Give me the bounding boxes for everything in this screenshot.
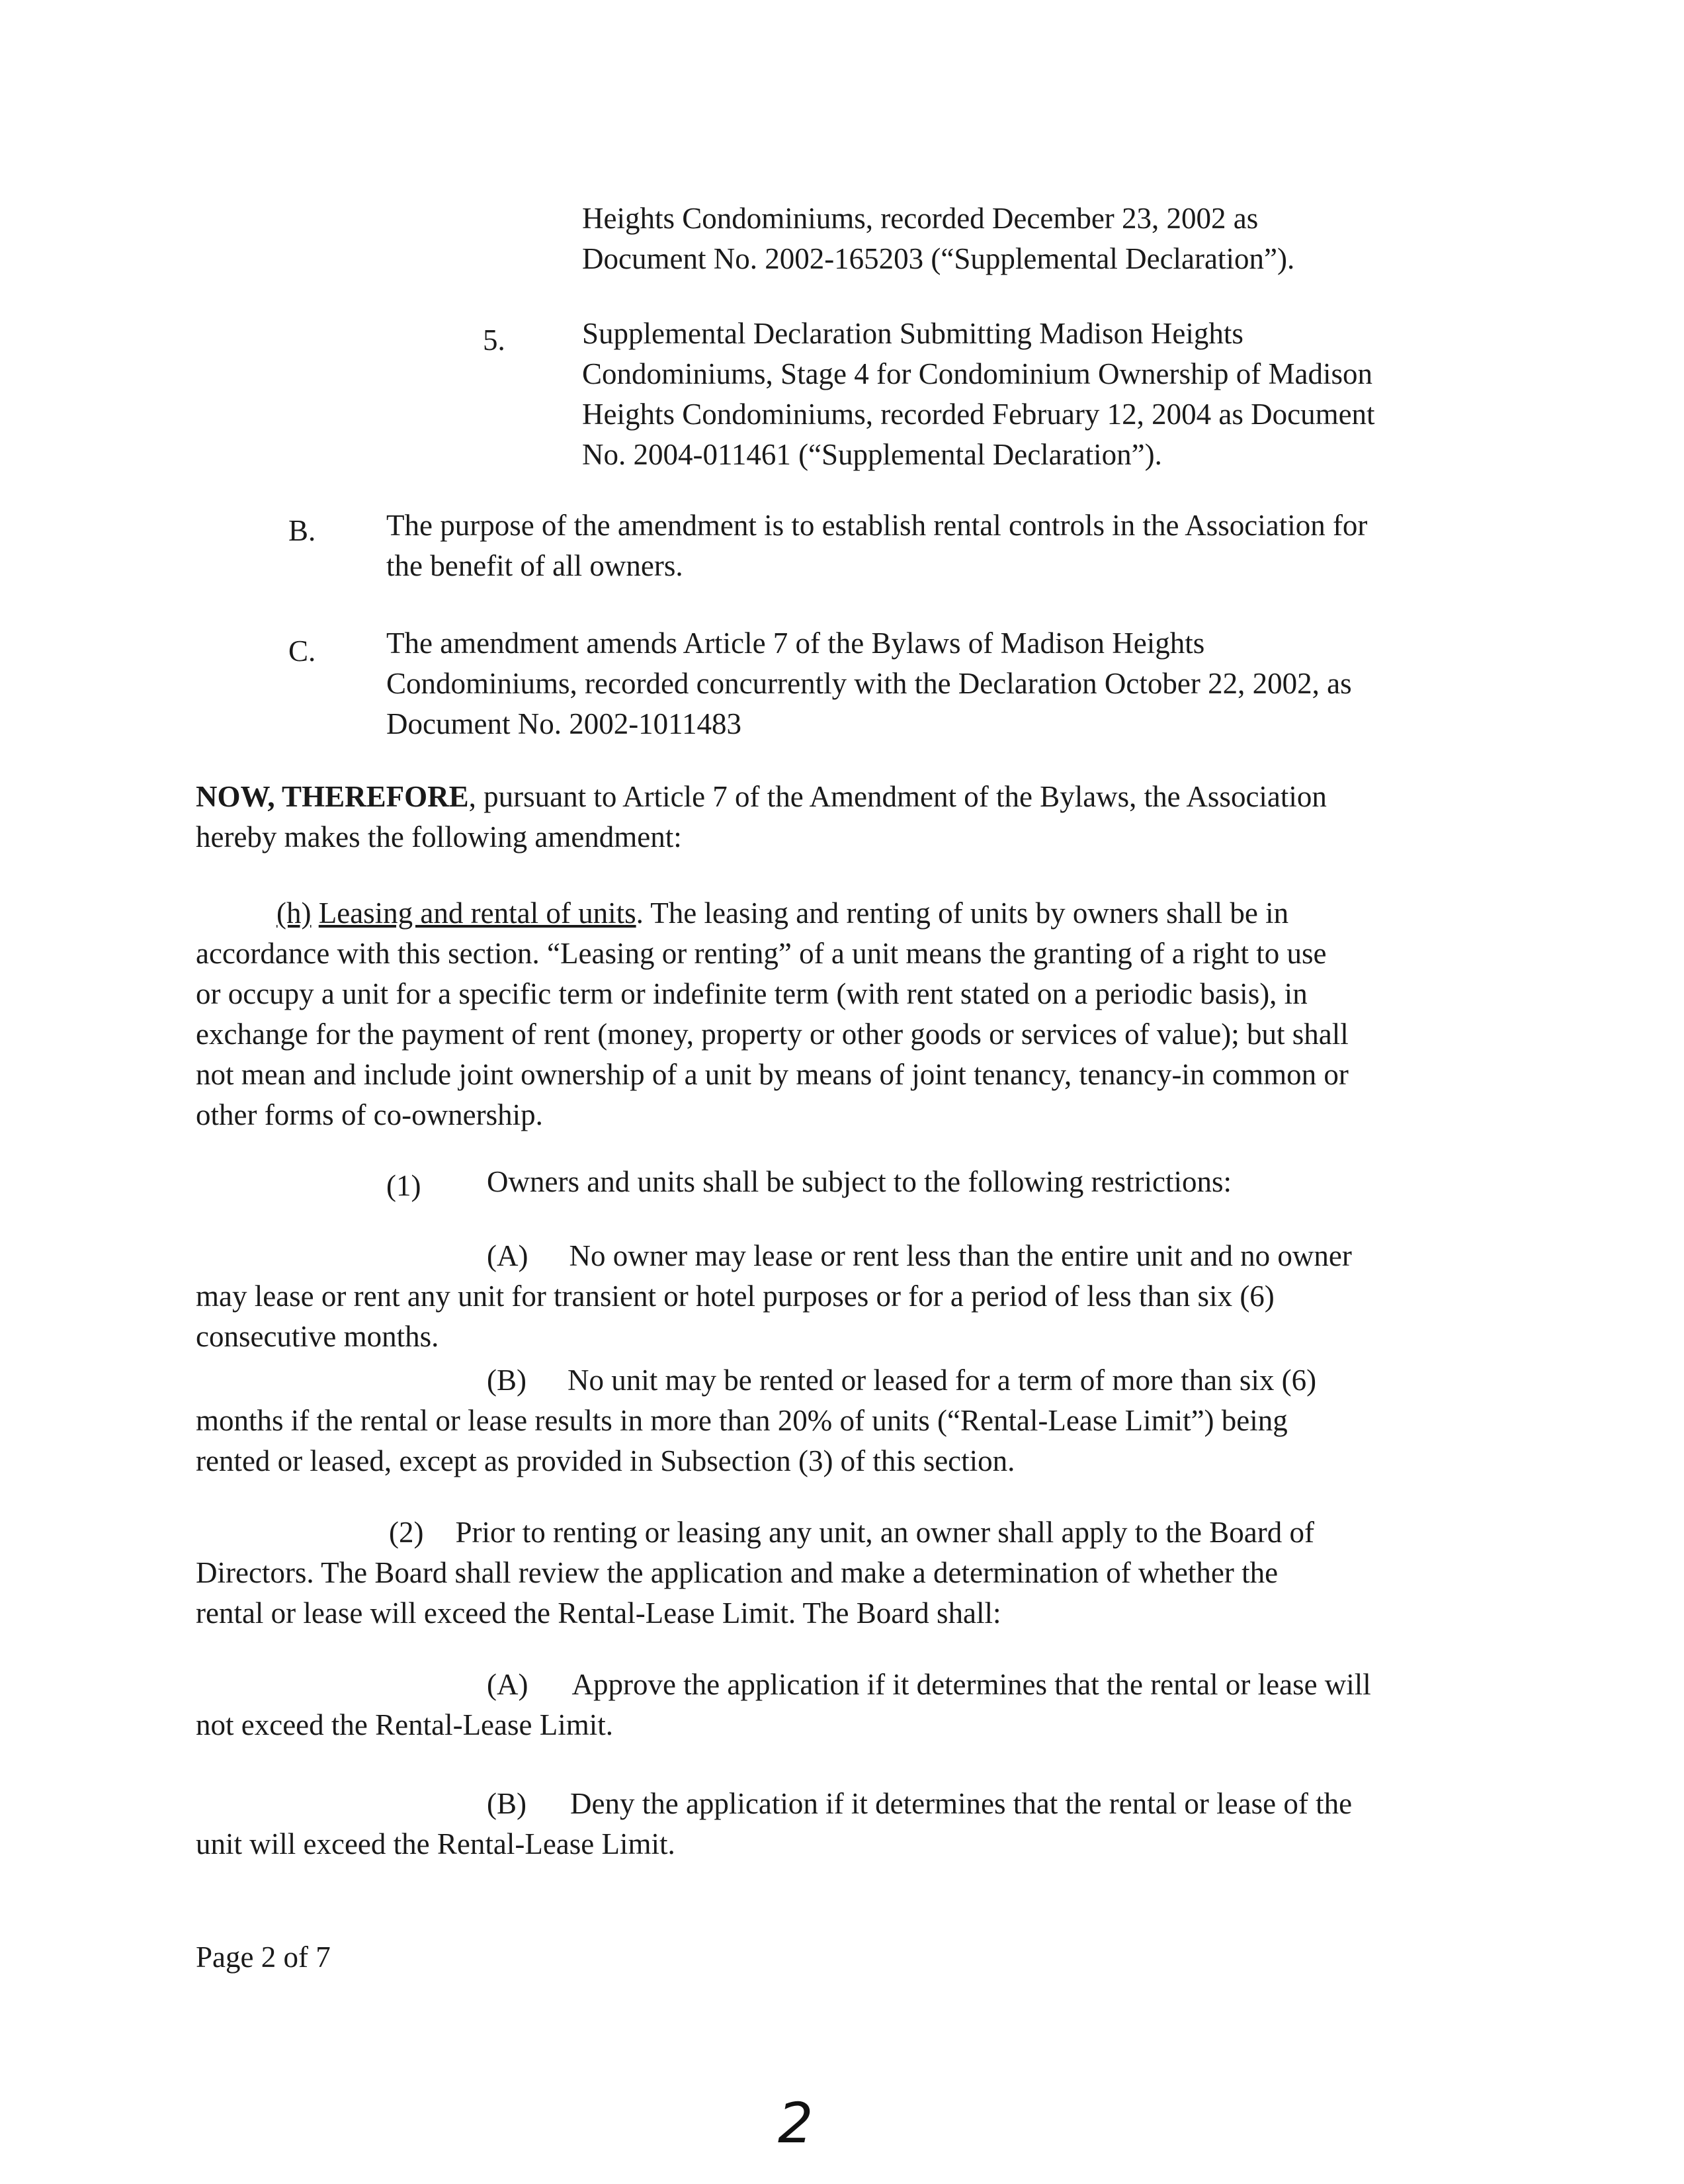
section-h-label: (h): [276, 896, 312, 930]
text-line: [196, 1512, 1314, 1553]
text-line: Heights Condominiums, recorded December 23, 2002 as: [582, 202, 1259, 235]
text-line: hereby makes the following amendment:: [196, 820, 682, 853]
text-line: The amendment amends Article 7 of the Bylaws of Madison Heights: [386, 627, 1205, 660]
item4-continuation: [582, 198, 1294, 279]
section-h-paragraph: [196, 893, 1349, 1135]
text-line: [196, 777, 1327, 817]
para-2: [196, 1512, 1314, 1634]
para-2-first: Prior to renting or leasing any unit, an owner shall apply to the Board of: [455, 1516, 1314, 1549]
text-line: the benefit of all owners.: [386, 549, 683, 582]
item5-label: 5.: [483, 324, 505, 357]
now-therefore-paragraph: [196, 777, 1327, 857]
para-2a-label: (A): [487, 1668, 528, 1701]
text-line: Condominiums, Stage 4 for Condominium Ownership of Madison: [582, 357, 1372, 390]
text-line: accordance with this section. “Leasing or renting” of a unit means the granting of a right to use: [196, 937, 1327, 970]
para-1b-label: (B): [487, 1364, 526, 1397]
para-2-label: (2): [389, 1516, 424, 1549]
para-2b: [196, 1784, 1352, 1864]
text-line: Heights Condominiums, recorded February 12, 2004 as Document: [582, 398, 1375, 431]
text-line: [196, 1360, 1316, 1401]
text-line: not exceed the Rental-Lease Limit.: [196, 1708, 613, 1741]
para-1-text: Owners and units shall be subject to the following restrictions:: [487, 1165, 1232, 1198]
recital-c-label: C.: [288, 634, 316, 668]
text-line: months if the rental or lease results in more than 20% of units (“Rental-Lease Limit”) being: [196, 1404, 1288, 1437]
recital-b-label: B.: [288, 514, 316, 547]
para-1b-first: No unit may be rented or leased for a term of more than six (6): [568, 1364, 1317, 1397]
para-1b: [196, 1360, 1316, 1481]
para-2b-label: (B): [487, 1787, 526, 1820]
section-h-heading: Leasing and rental of units: [318, 896, 636, 930]
para-1a-first: No owner may lease or rent less than the entire unit and no owner: [569, 1239, 1352, 1272]
text-line: rental or lease will exceed the Rental-Lease Limit. The Board shall:: [196, 1596, 1001, 1630]
recital-b-text: [386, 505, 1367, 586]
text-line: other forms of co-ownership.: [196, 1098, 543, 1131]
text-line: or occupy a unit for a specific term or indefinite term (with rent stated on a periodic basis), in: [196, 977, 1308, 1010]
item5-text: [582, 314, 1375, 475]
para-1a-label: (A): [487, 1239, 528, 1272]
text-line: Directors. The Board shall review the application and make a determination of whether the: [196, 1556, 1279, 1589]
page-number-label: Page 2 of 7: [196, 1941, 331, 1974]
text-line: exchange for the payment of rent (money, property or other goods or services of value); but shall: [196, 1018, 1349, 1051]
text-line: not mean and include joint ownership of a unit by means of joint tenancy, tenancy-in common or: [196, 1058, 1349, 1091]
text-line: The purpose of the amendment is to establish rental controls in the Association for: [386, 509, 1368, 542]
para-2b-first: Deny the application if it determines that the rental or lease of the: [570, 1787, 1353, 1820]
text-line: unit will exceed the Rental-Lease Limit.: [196, 1827, 675, 1860]
text-line: [196, 1784, 1352, 1824]
para-1-label: (1): [386, 1169, 421, 1202]
para-2a: [196, 1665, 1371, 1745]
text-line: Supplemental Declaration Submitting Madison Heights: [582, 317, 1243, 350]
text-line: [196, 1236, 1352, 1276]
now-therefore-rest: , pursuant to Article 7 of the Amendment of the Bylaws, the Association: [468, 780, 1327, 813]
now-therefore-lead: NOW, THEREFORE: [196, 780, 469, 813]
para-2a-first: Approve the application if it determines that the rental or lease will: [571, 1668, 1371, 1701]
handwritten-page-number: 2: [778, 2091, 814, 2156]
text-line: [196, 893, 1349, 934]
text-line: consecutive months.: [196, 1320, 439, 1353]
para-1a: [196, 1236, 1352, 1357]
text-line: Document No. 2002-1011483: [386, 707, 742, 740]
text-line: No. 2004-011461 (“Supplemental Declaration”).: [582, 438, 1162, 471]
section-h-rest: . The leasing and renting of units by owners shall be in: [636, 896, 1289, 930]
text-line: may lease or rent any unit for transient or hotel purposes or for a period of less than six (6): [196, 1280, 1275, 1313]
recital-c-text: [386, 623, 1352, 744]
text-line: Document No. 2002-165203 (“Supplemental Declaration”).: [582, 242, 1295, 275]
text-line: [196, 1665, 1371, 1705]
text-line: Condominiums, recorded concurrently with the Declaration October 22, 2002, as: [386, 667, 1352, 700]
text-line: rented or leased, except as provided in Subsection (3) of this section.: [196, 1444, 1015, 1477]
